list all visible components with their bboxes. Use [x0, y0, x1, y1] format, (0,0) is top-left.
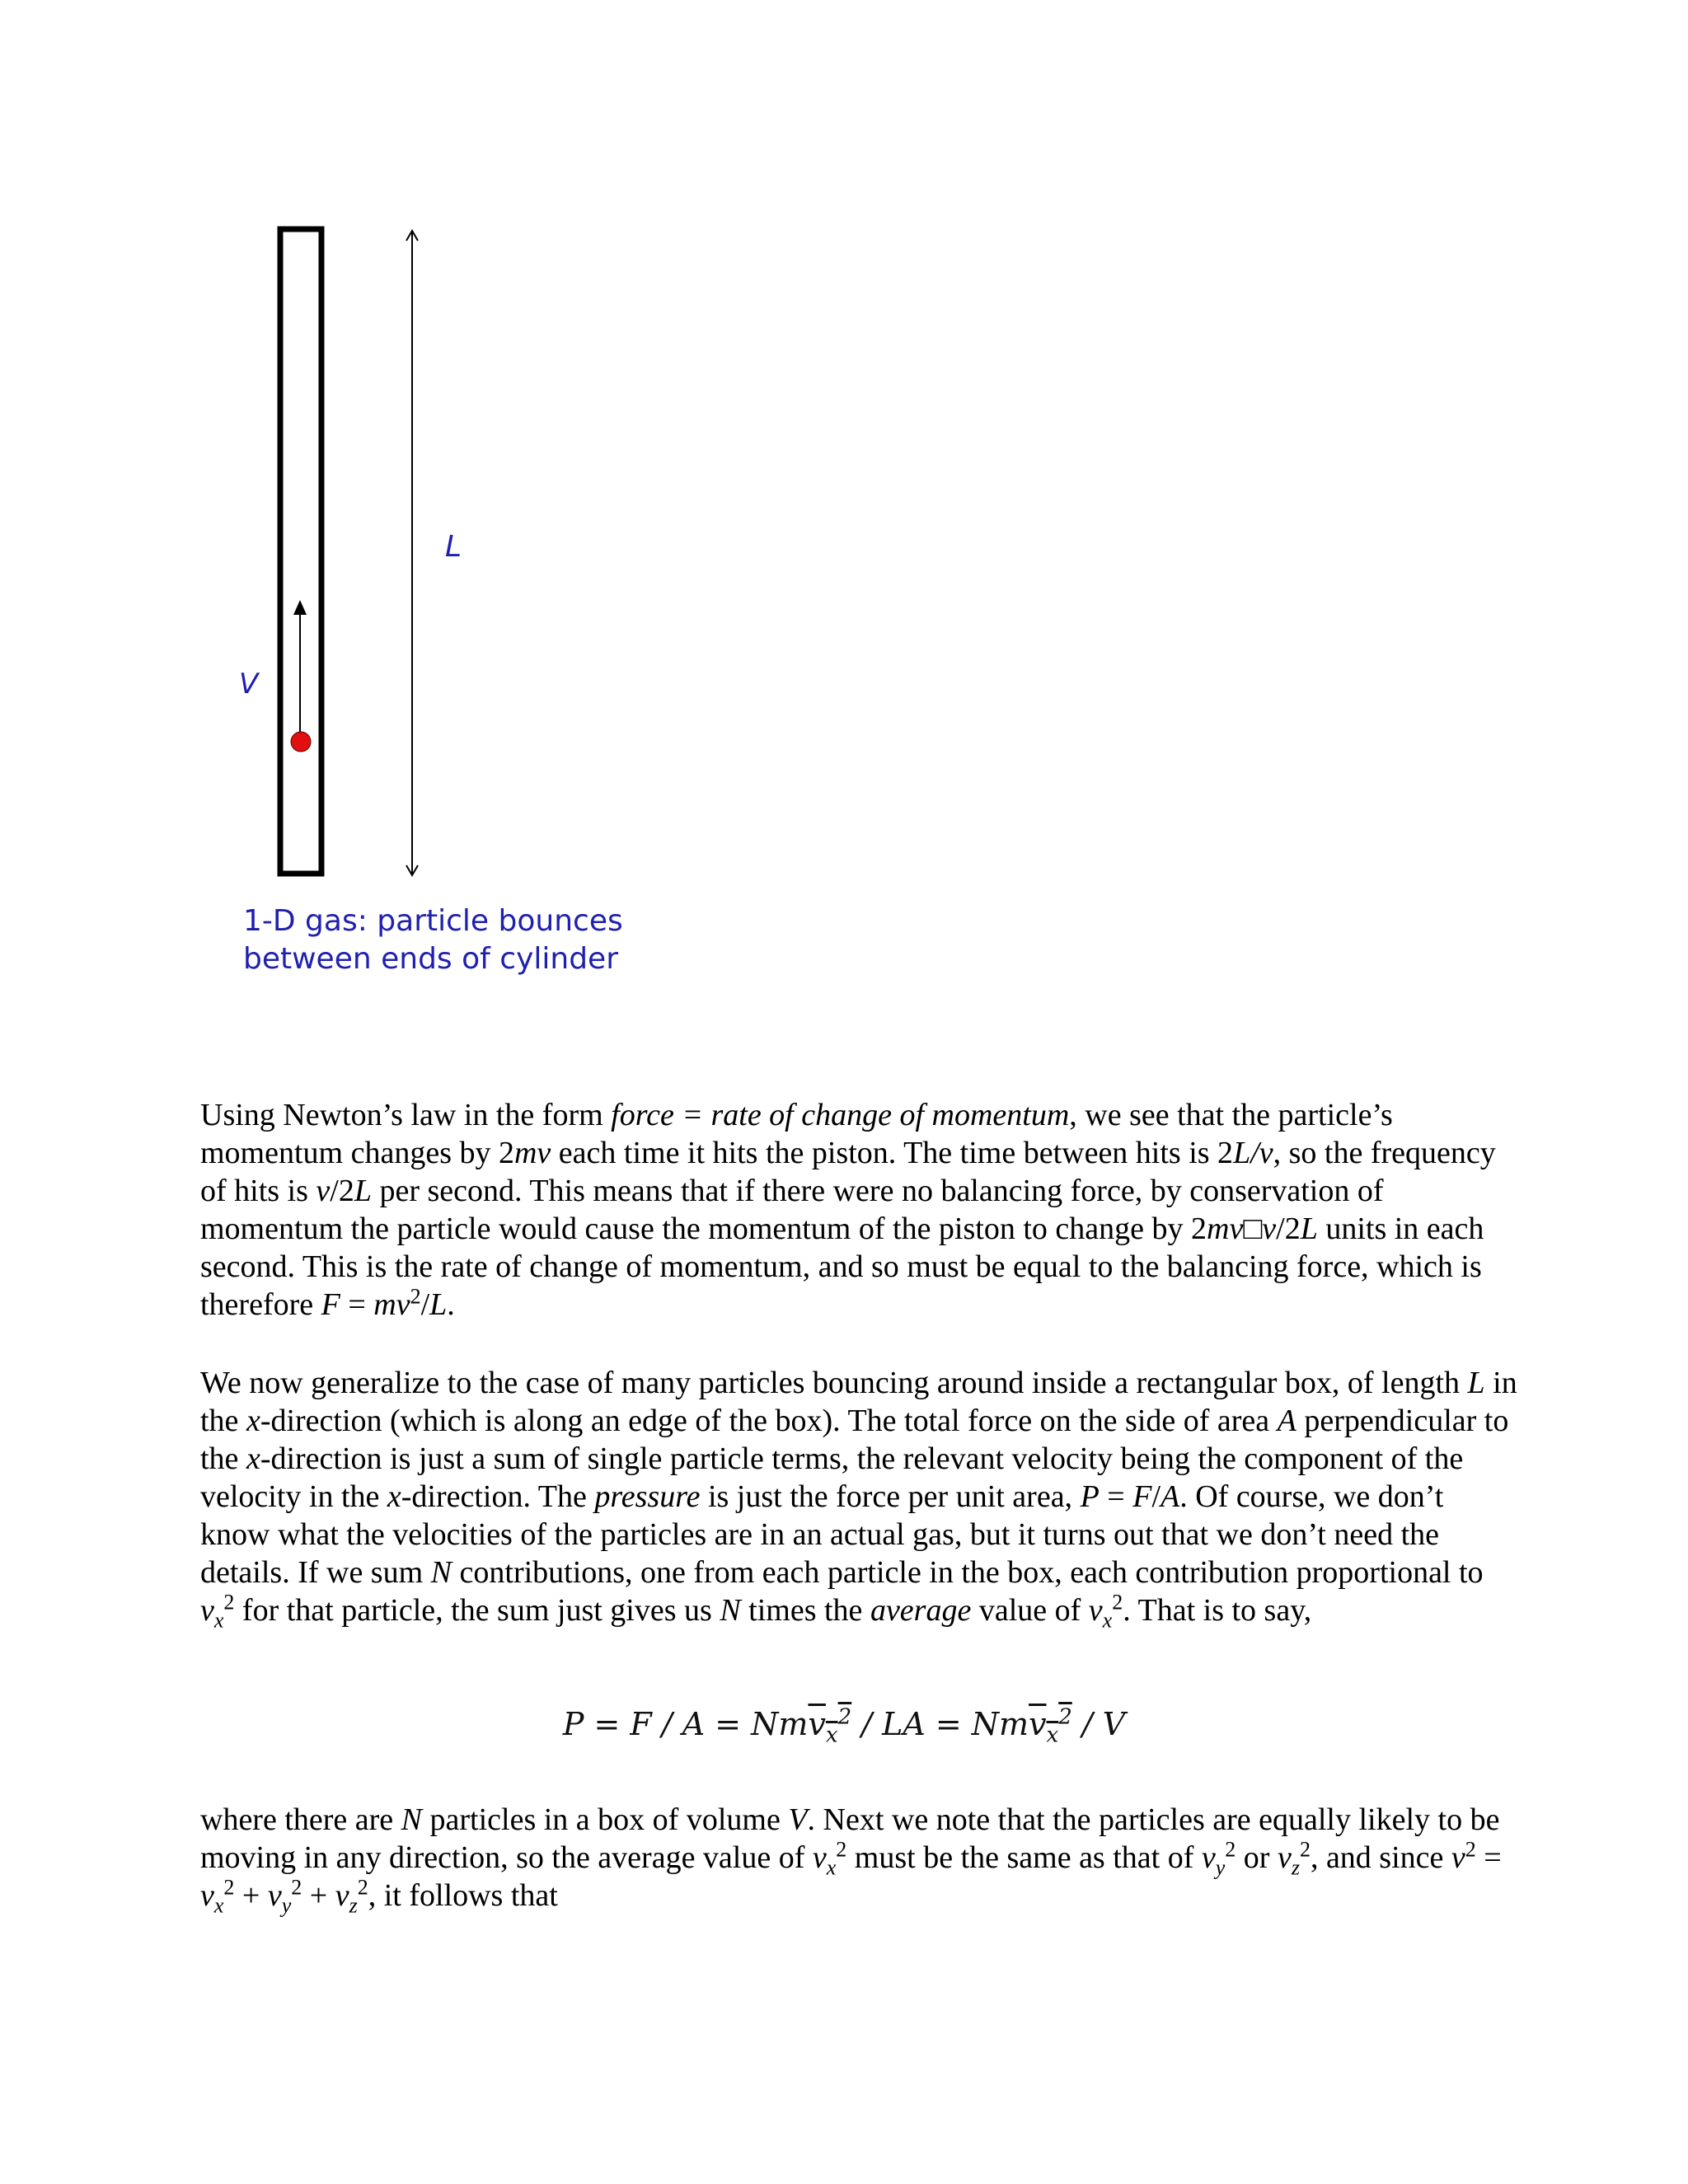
cylinder [280, 229, 321, 874]
velocity-arrowhead [293, 600, 307, 615]
caption-line-1: 1-D gas: particle bounces [243, 904, 623, 938]
caption-line-2: between ends of cylinder [243, 942, 618, 976]
length-label: L [445, 530, 462, 564]
gas-cylinder-figure [0, 0, 1688, 1022]
paragraph-newton-law: Using Newton’s law in the form force = rate of change of momentum, we see that the particle’s momentum changes by 2mv each time it hits the piston. The time between hits is 2L/v, so the frequency of hits is v/2L per second. This means that if there were no balancing force, by conservation of momentum the particle would cause the momentum of the piston to change by 2mv□v/2L units in each second. This is the rate of change of momentum, and so must be equal to the balancing force, which is therefore $F = mv^2/L$. [200, 1098, 1496, 1322]
figure-caption [243, 902, 623, 978]
paragraph-isotropy: where there are N particles in a box of volume V. Next we note that the particles are equally likely to be moving in any direction, so the average value of $v_x^2$ must be the same as that of $v_y^2$ or $v_z^2$, and since $v^2 = v_x^2 + v_y^2 + v_z^2$, it follows that [200, 1802, 1502, 1918]
figure-drawing [0, 0, 1688, 1022]
pressure-equation: P = F / A = Nmv$_x^2$ / LA = Nmv$_x^2$ / V [562, 1704, 1126, 1748]
velocity-label: V [239, 668, 259, 701]
particle [291, 732, 311, 752]
paragraph-pressure: We now generalize to the case of many particles bouncing around inside a rectangular box, of length L in the x-direction (which is along an edge of the box). The total force on the side of area A perpendicular to the x-direction is just a sum of single particle terms, the relevant velocity being the component of the velocity in the x-direction. The pressure is just the force per unit area, P = F/A. Of course, we don’t know what the velocities of the particles are in an actual gas, but it turns out that we don’t need the details. If we sum N contributions, one from each particle in the box, each contribution proportional to $v_x^2$ for that particle, the sum just gives us N times the average value of $v_x^2$. That is to say, [200, 1366, 1517, 1633]
